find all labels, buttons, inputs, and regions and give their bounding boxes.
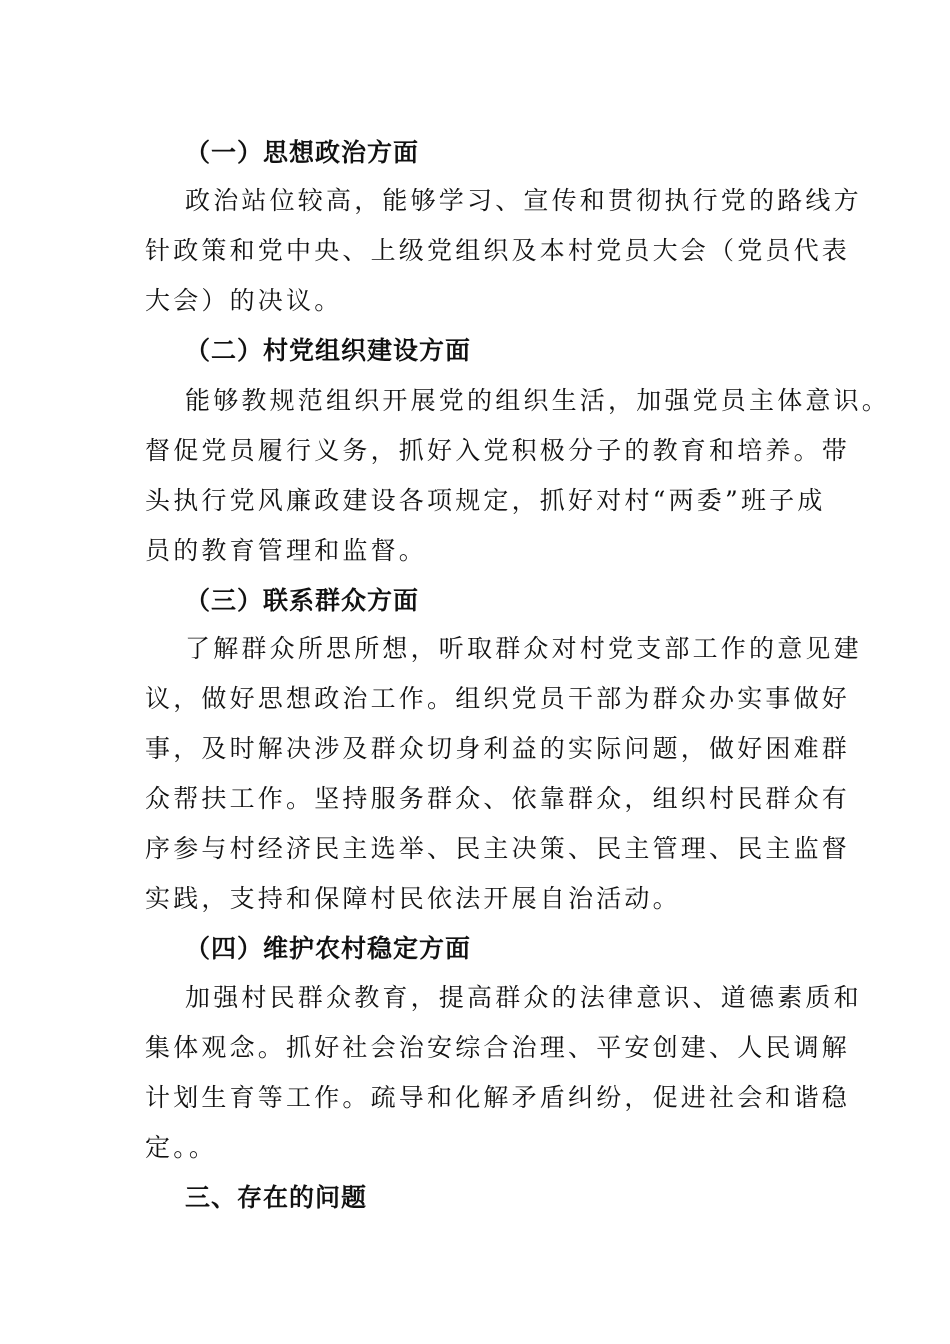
section-heading-politics: （一）思想政治方面: [185, 138, 420, 167]
section-heading-stability: （四）维护农村稳定方面: [185, 934, 472, 963]
paragraph-line: 政治站位较高，能够学习、宣传和贯彻执行党的路线方: [185, 186, 862, 215]
paragraph-line: 计划生育等工作。疏导和化解矛盾纠纷，促进社会和谐稳: [145, 1083, 851, 1112]
paragraph-line: 督促党员履行义务，抓好入党积极分子的教育和培养。带: [145, 436, 851, 465]
paragraph-line: 头执行党风廉政建设各项规定，抓好对村“两委”班子成: [145, 486, 826, 515]
paragraph-line: 了解群众所思所想，听取群众对村党支部工作的意见建: [185, 634, 862, 663]
paragraph-line: 加强村民群众教育，提高群众的法律意识、道德素质和: [185, 983, 862, 1012]
paragraph-line: 集体观念。抓好社会治安综合治理、平安创建、人民调解: [145, 1033, 851, 1062]
section-heading-party-building: （二）村党组织建设方面: [185, 336, 472, 365]
paragraph-line: 议，做好思想政治工作。组织党员干部为群众办实事做好: [145, 684, 851, 713]
paragraph-line: 众帮扶工作。坚持服务群众、依靠群众，组织村民群众有: [145, 784, 851, 813]
paragraph-line: 大会）的决议。: [145, 286, 343, 315]
paragraph-line: 员的教育管理和监督。: [145, 536, 428, 565]
paragraph-line: 实践，支持和保障村民依法开展自治活动。: [145, 884, 681, 913]
chapter-heading-existing-problems: 三、存在的问题: [185, 1183, 368, 1212]
paragraph-line: 序参与村经济民主选举、民主决策、民主管理、民主监督: [145, 834, 851, 863]
paragraph-line: 针政策和党中央、上级党组织及本村党员大会（党员代表: [145, 236, 851, 265]
section-heading-masses: （三）联系群众方面: [185, 586, 420, 615]
paragraph-line: 事，及时解决涉及群众切身利益的实际问题，做好困难群: [145, 734, 851, 763]
paragraph-line: 定。。: [145, 1133, 218, 1162]
paragraph-line: 能够教规范组织开展党的组织生活，加强党员主体意识。: [185, 386, 891, 415]
